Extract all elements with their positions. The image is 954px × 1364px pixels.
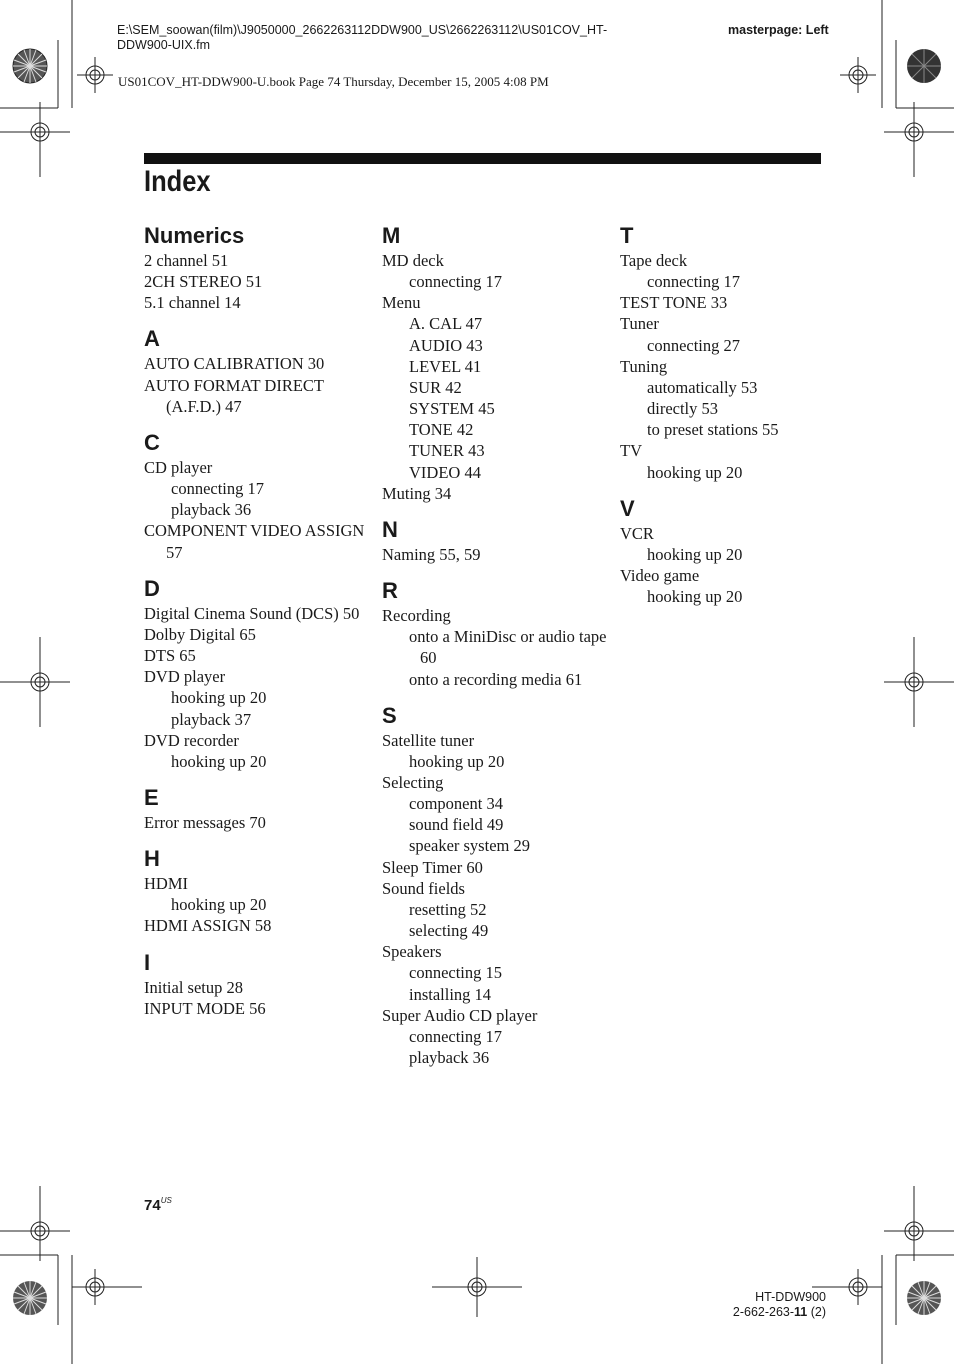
index-section bbox=[382, 702, 612, 1069]
index-subentry: to preset stations 55 bbox=[647, 420, 779, 440]
section-heading: T bbox=[620, 223, 634, 248]
index-subentry: connecting 17 bbox=[409, 272, 503, 292]
index-entry: DVD player bbox=[144, 667, 226, 687]
index-subentry: connecting 17 bbox=[171, 479, 265, 499]
index-section bbox=[620, 222, 850, 483]
index-entry: Tuning bbox=[620, 356, 668, 376]
index-entry: Tuner bbox=[620, 314, 659, 334]
index-entry: Video game bbox=[620, 566, 700, 586]
index-entry: Tape deck bbox=[620, 251, 688, 270]
index-entry: DVD recorder bbox=[144, 730, 239, 750]
index-subentry: automatically 53 bbox=[647, 377, 758, 397]
index-subentry: hooking up 20 bbox=[171, 895, 267, 915]
index-subentry: speaker system 29 bbox=[409, 836, 530, 856]
index-entry: CD player bbox=[144, 457, 213, 477]
section-heading: C bbox=[144, 429, 160, 455]
section-heading: E bbox=[144, 784, 159, 810]
index-section bbox=[382, 577, 612, 690]
index-entry: Muting 34 bbox=[382, 483, 452, 503]
section-heading: H bbox=[144, 846, 160, 872]
index-entry: HDMI bbox=[144, 874, 188, 894]
index-subentry: component 34 bbox=[409, 794, 503, 814]
index-section bbox=[144, 222, 374, 313]
index-section bbox=[144, 949, 374, 1019]
index-section bbox=[144, 325, 374, 416]
index-column-3 bbox=[620, 222, 850, 619]
index-entry: 2 channel 51 bbox=[144, 251, 229, 270]
index-column-2 bbox=[382, 222, 612, 1080]
index-entry: AUTO CALIBRATION 30 bbox=[144, 354, 325, 374]
page-title: Index bbox=[144, 165, 211, 198]
index-entry: Dolby Digital 65 bbox=[144, 624, 256, 644]
index-subentry: LEVEL 41 bbox=[409, 356, 482, 376]
title-rule bbox=[144, 153, 821, 164]
part-number-suffix: (2) bbox=[807, 1305, 826, 1319]
part-number-revision: 11 bbox=[794, 1305, 808, 1319]
index-subentry: A. CAL 47 bbox=[409, 314, 483, 334]
index-subentry: hooking up 20 bbox=[171, 751, 267, 771]
page-number-value: 74 bbox=[144, 1197, 161, 1214]
index-subentry: sound field 49 bbox=[409, 815, 504, 835]
index-subentry: playback 36 bbox=[171, 500, 252, 520]
section-heading: D bbox=[144, 575, 160, 601]
index-subentry: resetting 52 bbox=[409, 899, 487, 919]
index-entry: 2CH STEREO 51 bbox=[144, 272, 263, 292]
index-subentry: connecting 15 bbox=[409, 963, 503, 983]
section-heading: V bbox=[620, 495, 635, 521]
index-subentry: installing 14 bbox=[409, 984, 492, 1004]
index-entry: Menu bbox=[382, 293, 421, 313]
index-column-1 bbox=[144, 222, 374, 1031]
index-subentry: connecting 27 bbox=[647, 335, 741, 355]
index-subentry: connecting 17 bbox=[409, 1026, 503, 1046]
section-heading: S bbox=[382, 702, 397, 728]
index-entry: Satellite tuner bbox=[382, 730, 475, 750]
index-entry: MD deck bbox=[382, 251, 444, 270]
index-subentry: hooking up 20 bbox=[171, 688, 267, 708]
index-subentry: connecting 17 bbox=[647, 272, 741, 292]
index-entry: Naming 55, 59 bbox=[382, 544, 481, 564]
section-heading: I bbox=[144, 949, 151, 975]
index-section bbox=[620, 495, 850, 608]
index-subentry: hooking up 20 bbox=[409, 751, 505, 771]
section-heading: M bbox=[382, 223, 401, 248]
section-heading: N bbox=[382, 516, 398, 542]
index-entry: Sleep Timer 60 bbox=[382, 857, 483, 877]
index-entry: Super Audio CD player bbox=[382, 1005, 538, 1025]
index-entry: 5.1 channel 14 bbox=[144, 293, 241, 313]
part-number-prefix: 2-662-263- bbox=[732, 1305, 795, 1319]
index-entry: Digital Cinema Sound (DCS) 50 bbox=[144, 603, 360, 623]
index-entry: COMPONENT VIDEO ASSIGN 57 bbox=[144, 521, 365, 562]
index-entry: Error messages 70 bbox=[144, 812, 266, 832]
page-number bbox=[144, 1196, 172, 1214]
file-path-header: E:\SEM_soowan(film)\J9050000_2662263112DDW900_US\2662263112\US01COV_HT-DDW900-UIX.fm bbox=[117, 23, 608, 52]
index-subentry: hooking up 20 bbox=[647, 462, 743, 482]
index-subentry: hooking up 20 bbox=[647, 544, 743, 564]
index-entry: Speakers bbox=[382, 942, 442, 962]
index-entry: DTS 65 bbox=[144, 646, 196, 666]
index-entry: TV bbox=[620, 441, 642, 461]
index-entry: VCR bbox=[620, 523, 654, 543]
index-section bbox=[144, 429, 374, 563]
section-heading: R bbox=[382, 578, 398, 604]
book-info-line: US01COV_HT-DDW900-U.book Page 74 Thursday, December 15, 2005 4:08 PM bbox=[118, 74, 549, 89]
index-subentry: selecting 49 bbox=[409, 921, 489, 941]
index-entry: Recording bbox=[382, 606, 451, 626]
index-subentry: VIDEO 44 bbox=[409, 462, 481, 482]
index-subentry: TONE 42 bbox=[409, 420, 474, 440]
index-section bbox=[382, 222, 612, 504]
index-entry: TEST TONE 33 bbox=[620, 293, 728, 313]
index-subentry: playback 37 bbox=[171, 709, 252, 729]
index-entry: Sound fields bbox=[382, 878, 465, 898]
index-entry: AUTO FORMAT DIRECT (A.F.D.) 47 bbox=[144, 375, 324, 416]
index-subentry: hooking up 20 bbox=[647, 587, 743, 607]
index-section bbox=[382, 516, 612, 565]
index-entry: Selecting bbox=[382, 772, 444, 792]
masterpage-label: masterpage: Left bbox=[728, 23, 829, 37]
index-entry: Initial setup 28 bbox=[144, 977, 243, 997]
index-subentry: onto a MiniDisc or audio tape 60 bbox=[409, 627, 607, 668]
index-section bbox=[144, 575, 374, 772]
index-section bbox=[144, 845, 374, 936]
index-subentry: SYSTEM 45 bbox=[409, 399, 495, 419]
index-entry: HDMI ASSIGN 58 bbox=[144, 916, 272, 936]
model-name: HT-DDW900 bbox=[755, 1290, 826, 1304]
index-subentry: AUDIO 43 bbox=[409, 335, 483, 355]
part-number bbox=[733, 1305, 826, 1320]
footer-model-info bbox=[733, 1290, 826, 1320]
section-heading: A bbox=[144, 326, 160, 352]
section-heading: Numerics bbox=[144, 223, 245, 248]
index-section bbox=[144, 784, 374, 833]
index-subentry: TUNER 43 bbox=[409, 441, 485, 461]
index-subentry: SUR 42 bbox=[409, 377, 462, 397]
page-number-suffix: US bbox=[160, 1196, 172, 1205]
index-subentry: playback 36 bbox=[409, 1048, 490, 1067]
index-subentry: onto a recording media 61 bbox=[409, 669, 583, 689]
index-entry: INPUT MODE 56 bbox=[144, 998, 266, 1018]
index-subentry: directly 53 bbox=[647, 399, 719, 419]
